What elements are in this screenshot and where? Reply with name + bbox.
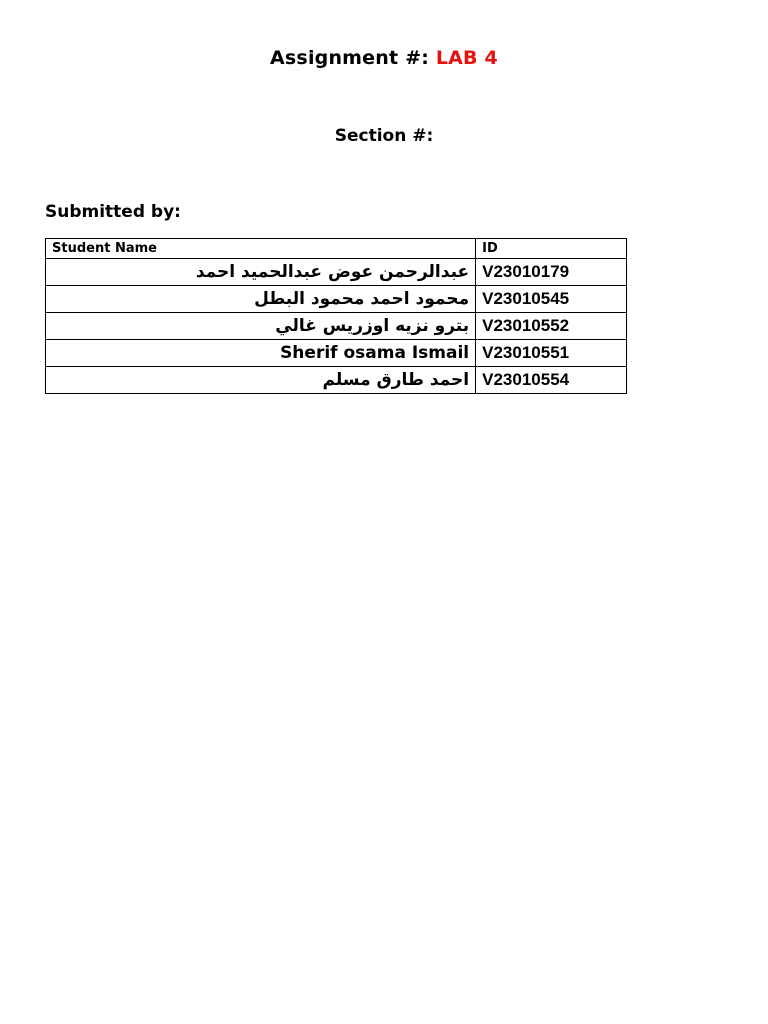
assignment-title [0, 47, 768, 69]
submitted-by-label: Submitted by: [45, 202, 181, 222]
student-id-cell: V23010552 [476, 313, 627, 340]
students-table [45, 238, 627, 394]
student-id-cell: V23010179 [476, 259, 627, 286]
student-name-cell: بترو نزيه اوزريس غالي [46, 313, 476, 340]
student-id-cell: V23010545 [476, 286, 627, 313]
table-row [46, 286, 627, 313]
student-name-cell: محمود احمد محمود البطل [46, 286, 476, 313]
table-row [46, 259, 627, 286]
table-row [46, 340, 627, 367]
student-name-cell: احمد طارق مسلم [46, 367, 476, 394]
student-id-cell: V23010554 [476, 367, 627, 394]
student-id-cell: V23010551 [476, 340, 627, 367]
student-name-cell: عبدالرحمن عوض عبدالحميد احمد [46, 259, 476, 286]
assignment-value: LAB 4 [435, 47, 498, 69]
column-header-id: ID [476, 239, 627, 259]
assignment-label: Assignment #: [270, 47, 430, 69]
section-label: Section #: [334, 126, 434, 146]
column-header-student-name: Student Name [46, 239, 476, 259]
table-row [46, 313, 627, 340]
table-row [46, 367, 627, 394]
table-header-row [46, 239, 627, 259]
student-name-cell: Sherif osama Ismail [46, 340, 476, 367]
